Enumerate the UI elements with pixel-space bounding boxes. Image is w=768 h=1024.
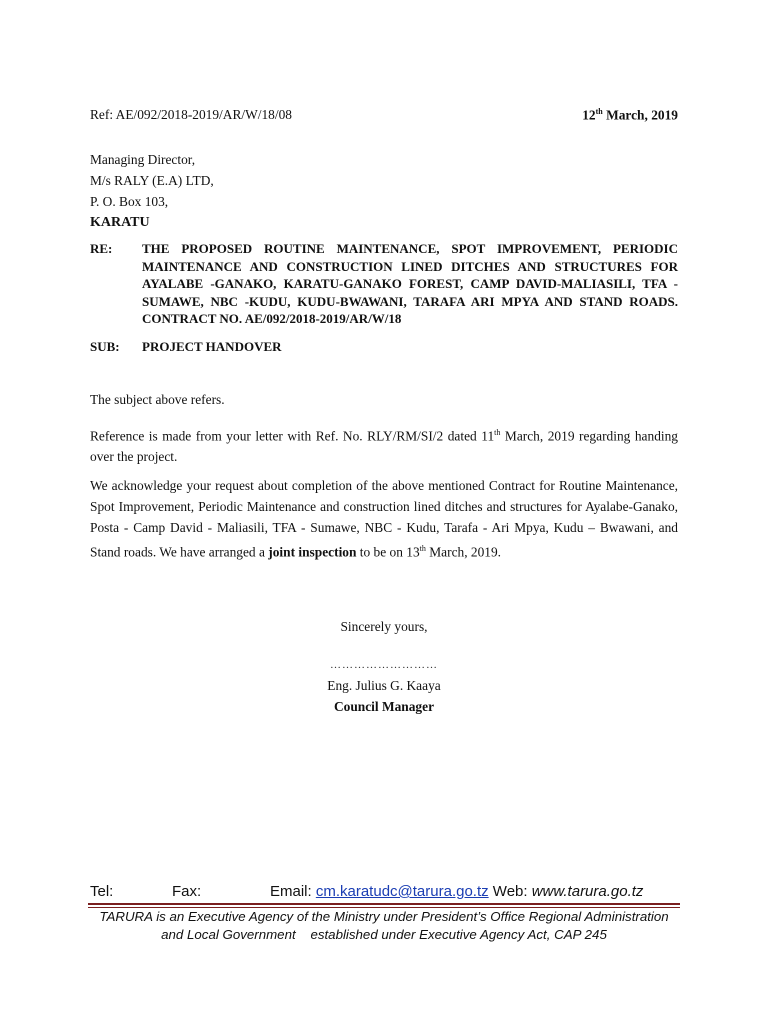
letter-date: 12th March, 2019: [582, 107, 678, 123]
footer-web-link[interactable]: www.tarura.go.tz: [531, 883, 644, 900]
re-block: [90, 240, 678, 328]
recipient-line-3: P. O. Box 103,: [90, 194, 169, 209]
recipient-address: [90, 149, 214, 233]
recipient-city: KARATU: [90, 215, 150, 230]
signatory-title: Council Manager: [333, 699, 435, 714]
recipient-line-2: M/s RALY (E.A) LTD,: [90, 173, 214, 188]
reference-number: Ref: AE/092/2018-2019/AR/W/18/08: [90, 107, 292, 122]
re-label: RE:: [90, 241, 113, 256]
footer-email: [270, 883, 643, 900]
signature-line: ………………………: [330, 659, 438, 671]
reference-line: [90, 107, 678, 123]
footer-note: [80, 908, 688, 944]
sub-text: PROJECT HANDOVER: [142, 339, 282, 354]
footer-email-link[interactable]: cm.karatudc@tarura.go.tz: [315, 883, 489, 900]
signatory-name: Eng. Julius G. Kaaya: [327, 678, 441, 693]
joint-inspection-emphasis: joint inspection: [268, 544, 357, 560]
sub-label: SUB:: [90, 339, 120, 354]
footer-email-label: Email:: [270, 883, 316, 900]
paragraph-3: We acknowledge your request about completion of the above mentioned Contract for Routine Maintenance, Spot Improvement, Periodic Maintenance and construction lined ditches and structures for Ayalabe-Ganako, Posta - Camp David - Maliasili, TFA - Sumawe, NBC - Kudu, Tarafa - Ari Mpya, Kudu – Bwawani, and Stand roads. We have arranged a joint inspection to be on 13th March, 2019.: [90, 478, 678, 560]
re-text: THE PROPOSED ROUTINE MAINTENANCE, SPOT IMPROVEMENT, PERIODIC MAINTENANCE AND CONSTRUCTION LINED DITCHES AND STRUCTURES FOR AYALABE -GANAKO, KARATU-GANAKO FOREST, CAMP DAVID-MALIASILI, TFA -SUMAWE, NBC -KUDU, KUDU-BWAWANI, TARAFA ARI MPYA AND STAND ROADS. CONTRACT NO. AE/092/2018-2019/AR/W/18: [142, 241, 678, 326]
paragraph-1: The subject above refers.: [90, 392, 225, 407]
footer-note-line-1: TARURA is an Executive Agency of the Ministry under President’s Office Regional Administration: [99, 909, 669, 924]
footer-tel-label: Tel:: [90, 883, 114, 900]
footer-note-line-2: and Local Government established under Executive Agency Act, CAP 245: [161, 927, 607, 942]
closing-salutation: Sincerely yours,: [340, 619, 428, 634]
footer-web-label: Web:: [488, 883, 532, 900]
recipient-line-1: Managing Director,: [90, 152, 196, 167]
paragraph-2: Reference is made from your letter with Ref. No. RLY/RM/SI/2 dated 11th March, 2019 regarding handing over the project.: [90, 428, 679, 465]
footer-fax-label: Fax:: [172, 883, 202, 900]
subject-block: [90, 339, 678, 355]
